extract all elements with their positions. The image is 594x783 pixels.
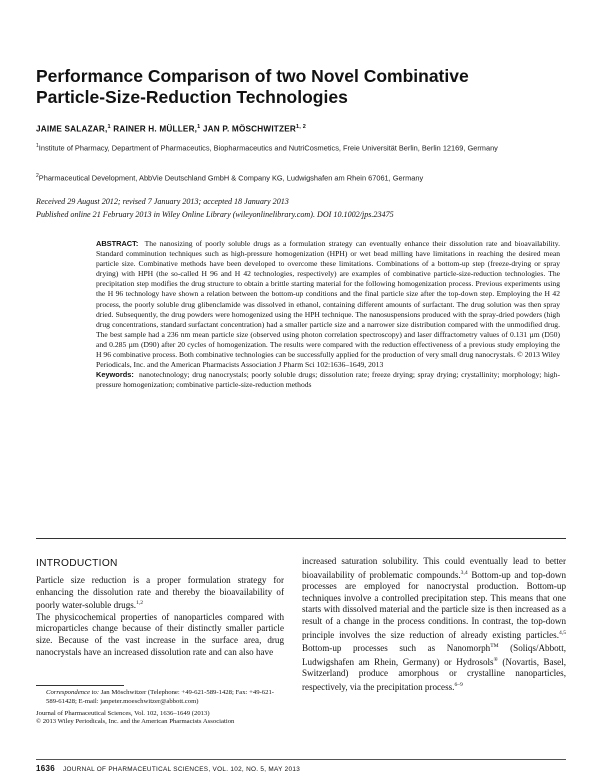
keywords-label: Keywords: <box>96 370 134 380</box>
abstract-block <box>96 239 560 390</box>
article-title <box>36 66 556 108</box>
correspondence-note <box>36 689 284 707</box>
author-name: RAINER H. MÜLLER, <box>113 124 198 134</box>
trademark-mark: TM <box>490 643 499 650</box>
footer-divider <box>36 759 566 760</box>
affiliation-text: Pharmaceutical Development, AbbVie Deutschland GmbH & Company KG, Ludwigshafen am Rhein 67061, Germany <box>38 173 424 183</box>
author-list <box>36 124 306 134</box>
footnote-divider <box>36 685 124 686</box>
affiliation-1 <box>36 141 556 154</box>
article-history <box>36 196 566 221</box>
citation-ref: 4,5 <box>559 629 566 636</box>
keywords-text: nanotechnology; drug nanocrystals; poorly soluble drugs; dissolution rate; freeze drying; spray drying; crystallinity; morphology; high-pressure homogenization; combinative particle-size-reduction methods <box>96 370 561 390</box>
abstract-text: The nanosizing of poorly soluble drugs as a formulation strategy can eventually enhance their dissolution rate and bioavailability. Standard comminution techniques such as high-pressure homogenization (HPH) or wet bead milling have limitations in reaching the desired mean particle size. Combinative methods have been developed to overcome these limitations. Combinations of a bottom-up step (freeze-drying or spray drying) with HPH (the so-called H 96 and H 42 technologies, respectively) are examples of combinative particle-size-reduction technologies. The precipitation step modifies the drug structure to obtain a brittle starting material for the following homogenization process. Previous experiments using the H 96 technology have shown a relation between the bottom-up conditions and the final particle size after the top-down step. Employing the H 42 process, the poorly soluble drug glibenclamide was dissolved in ethanol, containing different amounts of surfactant. The drug solution was then spray dried. Subsequently, the drug powders were homogenized using the HPH technique. The nanosuspensions produced with the spray-dried powders (high drug concentrations, standard surfactant concentration) had a smaller particle size and a narrower size distribution compared with the unmodified drug. The best sample had a 236 nm mean particle size (observed using photon correlation spectroscopy) and laser diffractometry values of 0.131 µm (D50) and 0.285 µm (D90) after 20 cycles of homogenization. The results were compared with the reduction effectiveness of a previous study employing the H 96 combinative process. Both combinative technologies can be successfully applied for the production of very small drug nanocrystals. © 2013 Wiley Periodicals, Inc. and the American Pharmacists Association J Pharm Sci 102:1636–1649, 2013 <box>96 239 560 370</box>
copyright-note: © 2013 Wiley Periodicals, Inc. and the American Pharmacists Association <box>36 718 235 726</box>
registered-mark: ® <box>493 656 498 663</box>
abstract-paragraph <box>96 239 560 370</box>
citation-ref: 6–9 <box>454 682 463 689</box>
citation-ref: 1,2 <box>136 600 144 607</box>
correspondence-text: Jan Möschwitzer (Telephone: +49-621-589-1428; Fax: +49-621-589-61428; E-mail: janpeter.moeschwitzer@abbott.com) <box>46 689 275 705</box>
abstract-divider <box>36 538 566 539</box>
body-text: Particle size reduction is a proper formulation strategy for enhancing the dissolution rate and thereby the bioavailability of poorly water-soluble drugs. <box>36 575 284 611</box>
body-text: Bottom-up processes such as Nanomorph <box>302 643 491 654</box>
body-column-right <box>302 556 566 694</box>
body-text: Bottom-up and top-down processes are employed for nanocrystal production. Bottom-up techniques involve a controlled precipitation step. This means that one starts with dissolved material and the particle size is then increased as a result of a change in the process conditions. In contrast, the top-down principle involves the size reduction of already existing particles. <box>302 569 566 640</box>
received-dates: Received 29 August 2012; revised 7 January 2013; accepted 18 January 2013 <box>36 197 289 206</box>
author-name: JAIME SALAZAR, <box>36 124 108 134</box>
body-paragraph: The physicochemical properties of nanoparticles compared with microparticles change because of their distinctly smaller particle size. Because of the vast increase in the surface area, drug nanocrystals have an increased dissolution rate and can also have <box>36 611 284 657</box>
author-affil-ref: 1 <box>197 124 201 130</box>
affiliation-number: 1 <box>36 143 39 149</box>
keywords-paragraph <box>96 370 560 390</box>
abstract-label: ABSTRACT: <box>96 239 139 248</box>
title-line-1: Performance Comparison of two Novel Combinative <box>36 66 469 86</box>
affiliation-number: 2 <box>36 173 39 179</box>
author-affil-ref: 1 <box>107 124 111 130</box>
journal-citation: Journal of Pharmaceutical Sciences, Vol. 102, 1636–1649 (2013) <box>36 709 210 717</box>
body-text: increased saturation solubility. This could eventually lead to better bioavailability of problematic compounds. <box>302 556 566 580</box>
page-number: 1636 <box>36 764 55 773</box>
correspondence-label: Correspondence to: <box>46 689 100 696</box>
running-footer: JOURNAL OF PHARMACEUTICAL SCIENCES, VOL. 102, NO. 5, MAY 2013 <box>63 766 301 773</box>
body-column-left <box>36 575 284 658</box>
affiliation-text: Institute of Pharmacy, Department of Pharmaceutics, Biopharmaceutics and NutriCosmetics, Freie Universität Berlin, Berlin 12169, Germany <box>38 143 498 153</box>
title-line-2: Particle-Size-Reduction Technologies <box>36 87 348 107</box>
affiliation-2 <box>36 171 556 184</box>
author-name: JAN P. MÖSCHWITZER <box>202 124 296 134</box>
page-footer <box>36 764 300 773</box>
body-text: (Soliqs/Abbott, Ludwigshafen am Rhein, Germany) or Hydrosols <box>302 643 566 667</box>
published-info: Published online 21 February 2013 in Wiley Online Library (wileyonlinelibrary.com). DOI 10.1002/jps.23475 <box>36 209 394 219</box>
citation-ref: 3,4 <box>460 569 468 576</box>
footnotes <box>36 689 284 727</box>
body-paragraph <box>36 575 284 612</box>
author-affil-ref: 1, 2 <box>295 124 306 130</box>
body-text: (Novartis, Basel, Switzerland) produce amorphous or crystalline nanoparticles, respectively, via the precipitation process. <box>302 656 566 693</box>
section-heading-introduction: INTRODUCTION <box>36 558 118 569</box>
